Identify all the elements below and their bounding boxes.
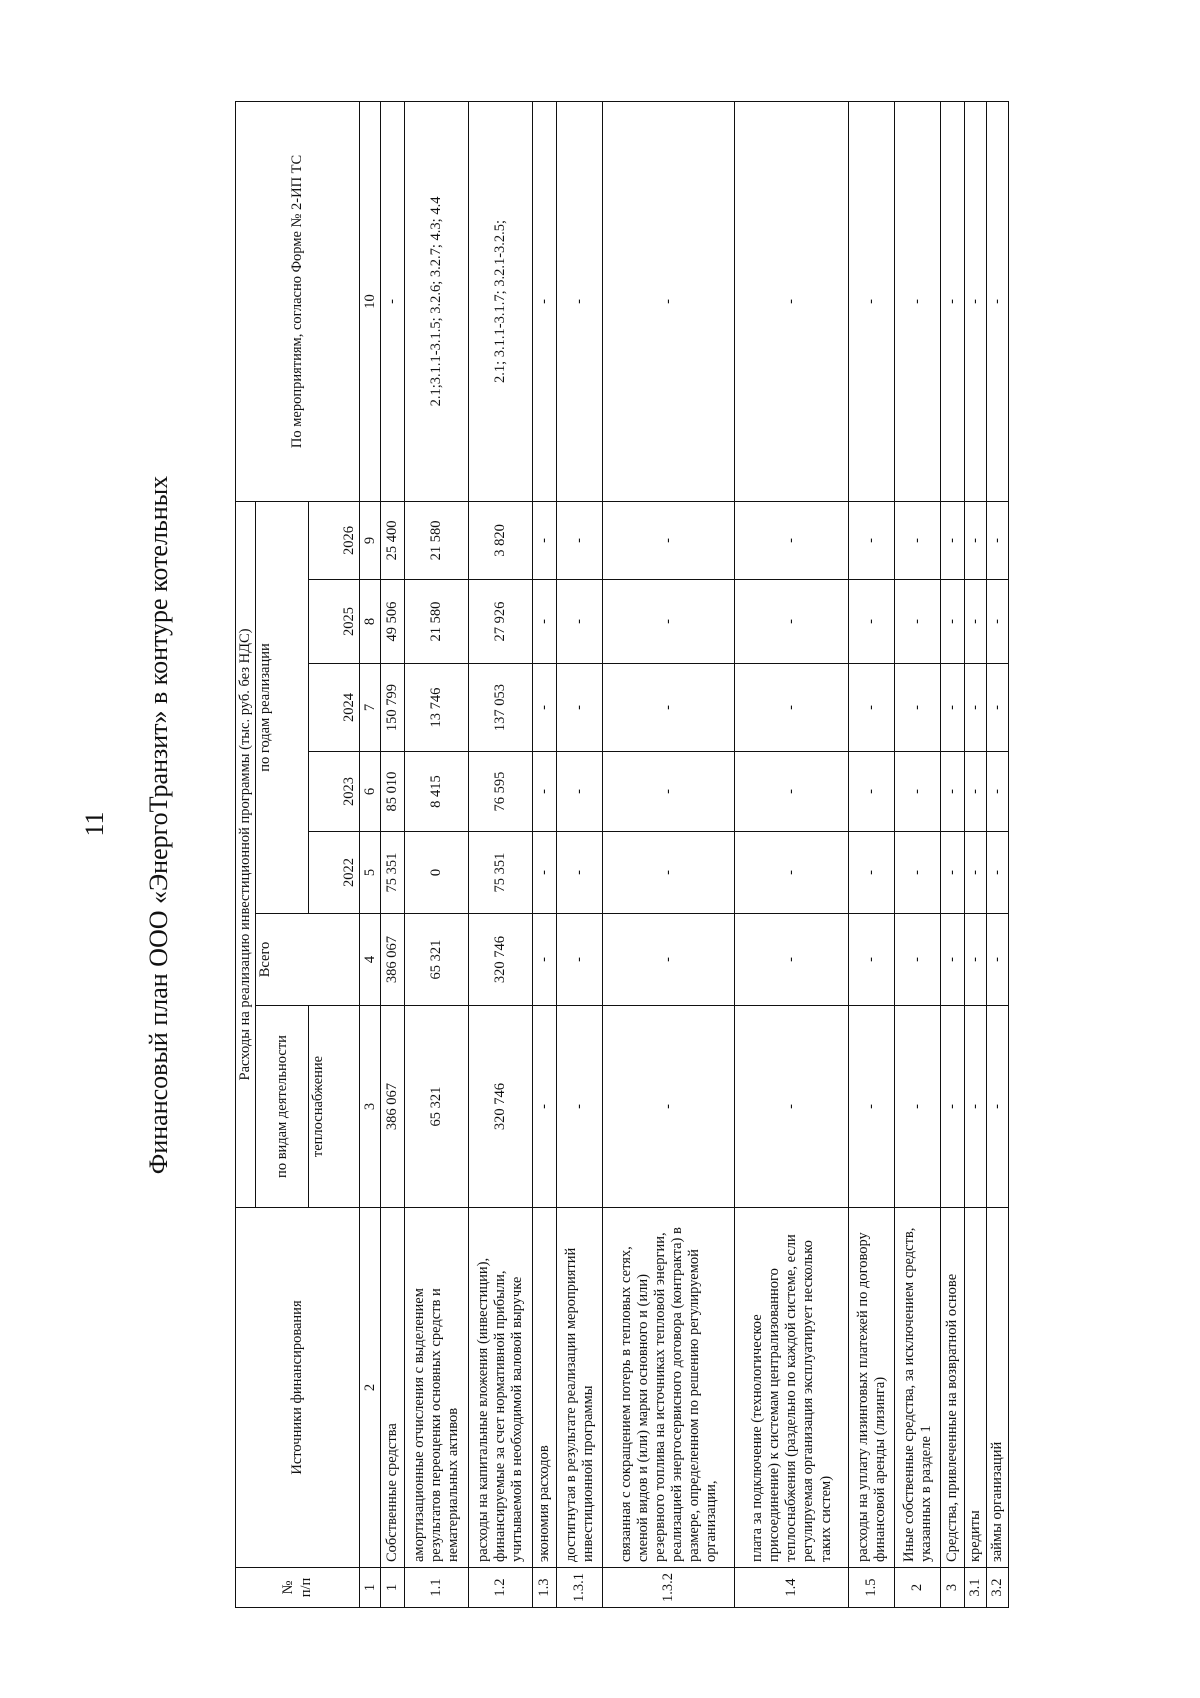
row-number: 1.2 xyxy=(469,1568,533,1608)
row-heat-value: - xyxy=(735,1006,849,1208)
row-2026-value: - xyxy=(735,501,849,579)
row-number: 1.3.2 xyxy=(603,1568,735,1608)
row-heat-value: - xyxy=(941,1006,965,1208)
row-2023-value: - xyxy=(941,752,965,832)
row-2026-value: - xyxy=(965,501,987,579)
row-2023-value: - xyxy=(965,752,987,832)
header-year-2022: 2022 xyxy=(309,832,360,914)
row-source-name: достигнутая в результате реализации мероприятий инвестиционной программы xyxy=(557,1208,603,1568)
row-2023-value: 85 010 xyxy=(381,752,405,832)
row-heat-value: 320 746 xyxy=(469,1006,533,1208)
row-total-value: - xyxy=(603,914,735,1006)
row-source-name: расходы на уплату лизинговых платежей по договору финансовой аренды (лизинга) xyxy=(849,1208,895,1568)
row-total-value: - xyxy=(965,914,987,1006)
rotated-page-content xyxy=(136,88,1091,1612)
row-2023-value: - xyxy=(603,752,735,832)
row-measures: - xyxy=(987,101,1009,501)
row-2022-value: - xyxy=(987,832,1009,914)
row-2024-value: - xyxy=(533,664,557,752)
row-2022-value: - xyxy=(849,832,895,914)
col-number: 7 xyxy=(360,664,381,752)
row-2025-value: - xyxy=(557,580,603,664)
row-2022-value: 75 351 xyxy=(381,832,405,914)
row-measures: 2.1; 3.1.1-3.1.7; 3.2.1-3.2.5; xyxy=(469,101,533,501)
row-heat-value: - xyxy=(965,1006,987,1208)
col-number: 10 xyxy=(360,101,381,501)
row-source-name: Иные собственные средства, за исключением средств, указанных в разделе 1 xyxy=(895,1208,941,1568)
financial-plan-table xyxy=(235,101,1009,1608)
row-number: 1.4 xyxy=(735,1568,849,1608)
column-number-row xyxy=(360,101,381,1607)
row-total-value: - xyxy=(849,914,895,1006)
row-measures: - xyxy=(965,101,987,501)
header-year-2025: 2025 xyxy=(309,580,360,664)
page-number: 11 xyxy=(80,811,109,837)
row-2024-value: - xyxy=(849,664,895,752)
row-number: 1.1 xyxy=(405,1568,469,1608)
row-source-name: кредиты xyxy=(965,1208,987,1568)
table-row xyxy=(405,101,469,1607)
row-2026-value: - xyxy=(603,501,735,579)
row-number: 1 xyxy=(381,1568,405,1608)
row-2026-value: 25 400 xyxy=(381,501,405,579)
row-measures: - xyxy=(735,101,849,501)
row-2024-value: 150 799 xyxy=(381,664,405,752)
row-2025-value: - xyxy=(533,580,557,664)
row-number: 3.2 xyxy=(987,1568,1009,1608)
row-2026-value: - xyxy=(533,501,557,579)
row-number: 1.5 xyxy=(849,1568,895,1608)
col-number: 5 xyxy=(360,832,381,914)
table-row xyxy=(941,101,965,1607)
row-number: 3.1 xyxy=(965,1568,987,1608)
row-total-value: - xyxy=(987,914,1009,1006)
row-measures: - xyxy=(941,101,965,501)
row-heat-value: - xyxy=(557,1006,603,1208)
row-number: 2 xyxy=(895,1568,941,1608)
row-2022-value: - xyxy=(533,832,557,914)
row-2023-value: - xyxy=(895,752,941,832)
page-title: Финансовый план ООО «ЭнергоТранзит» в контуре котельных xyxy=(144,475,173,1175)
row-2024-value: 137 053 xyxy=(469,664,533,752)
col-number: 2 xyxy=(360,1208,381,1568)
row-2022-value: - xyxy=(557,832,603,914)
row-measures: - xyxy=(849,101,895,501)
row-2025-value: - xyxy=(987,580,1009,664)
row-total-value: - xyxy=(533,914,557,1006)
row-2024-value: - xyxy=(987,664,1009,752)
header-year-2026: 2026 xyxy=(309,501,360,579)
row-2024-value: - xyxy=(941,664,965,752)
table-container xyxy=(235,102,1009,1608)
row-2024-value: - xyxy=(557,664,603,752)
row-number: 1.3 xyxy=(533,1568,557,1608)
row-2024-value: - xyxy=(965,664,987,752)
table-row xyxy=(603,101,735,1607)
table-row xyxy=(849,101,895,1607)
row-source-name: экономия расходов xyxy=(533,1208,557,1568)
row-measures: - xyxy=(533,101,557,501)
col-number: 9 xyxy=(360,501,381,579)
row-total-value: - xyxy=(895,914,941,1006)
row-2025-value: - xyxy=(603,580,735,664)
table-body xyxy=(381,101,1009,1607)
row-2023-value: - xyxy=(849,752,895,832)
row-heat-value: - xyxy=(603,1006,735,1208)
row-heat-value: 386 067 xyxy=(381,1006,405,1208)
col-number: 6 xyxy=(360,752,381,832)
row-2022-value: - xyxy=(735,832,849,914)
row-source-name: Средства, привлеченные на возвратной основе xyxy=(941,1208,965,1568)
row-2026-value: - xyxy=(895,501,941,579)
row-2025-value: - xyxy=(735,580,849,664)
row-2026-value: - xyxy=(849,501,895,579)
row-source-name: расходы на капитальные вложения (инвестиции), финансируемые за счет нормативной прибыли, учитываемой в необходимой валовой выручке xyxy=(469,1208,533,1568)
row-2026-value: - xyxy=(987,501,1009,579)
row-2025-value: - xyxy=(941,580,965,664)
row-heat-value: 65 321 xyxy=(405,1006,469,1208)
table-row xyxy=(895,101,941,1607)
table-row xyxy=(533,101,557,1607)
row-heat-value: - xyxy=(533,1006,557,1208)
row-2023-value: 8 415 xyxy=(405,752,469,832)
col-number: 4 xyxy=(360,914,381,1006)
table-row xyxy=(987,101,1009,1607)
row-number: 1.3.1 xyxy=(557,1568,603,1608)
row-2022-value: - xyxy=(895,832,941,914)
header-expenses: Расходы на реализацию инвестиционной программы (тыс. руб. без НДС) xyxy=(236,501,256,1207)
row-measures: - xyxy=(381,101,405,501)
row-2025-value: - xyxy=(965,580,987,664)
header-measures: По мероприятиям, согласно Форме № 2-ИП ТС xyxy=(236,101,360,501)
row-2024-value: - xyxy=(735,664,849,752)
col-number: 8 xyxy=(360,580,381,664)
row-2024-value: - xyxy=(895,664,941,752)
header-by-activity: по видам деятельности xyxy=(256,1006,309,1208)
row-2023-value: 76 595 xyxy=(469,752,533,832)
row-2025-value: - xyxy=(849,580,895,664)
row-total-value: - xyxy=(735,914,849,1006)
table-row xyxy=(557,101,603,1607)
header-by-year: по годам реализации xyxy=(256,501,309,913)
row-2022-value: 0 xyxy=(405,832,469,914)
header-num: № п/п xyxy=(236,1568,360,1608)
row-2026-value: 3 820 xyxy=(469,501,533,579)
row-total-value: 386 067 xyxy=(381,914,405,1006)
row-source-name: займы организаций xyxy=(987,1208,1009,1568)
row-2024-value: - xyxy=(603,664,735,752)
row-2025-value: - xyxy=(895,580,941,664)
row-measures: - xyxy=(895,101,941,501)
row-total-value: 65 321 xyxy=(405,914,469,1006)
row-2025-value: 49 506 xyxy=(381,580,405,664)
row-source-name: Собственные средства xyxy=(381,1208,405,1568)
table-row xyxy=(469,101,533,1607)
col-number: 3 xyxy=(360,1006,381,1208)
table-row xyxy=(735,101,849,1607)
row-2022-value: - xyxy=(603,832,735,914)
row-2023-value: - xyxy=(533,752,557,832)
row-source-name: связанная с сокращением потерь в тепловых сетях, сменой видов и (или) марки основного и (или) резервного топлива на источниках тепловой энергии, реализацией энергосервисного договора (контракта) в размере, определенном по решению регулируемой организации, xyxy=(603,1208,735,1568)
row-heat-value: - xyxy=(895,1006,941,1208)
row-2024-value: 13 746 xyxy=(405,664,469,752)
row-2023-value: - xyxy=(557,752,603,832)
row-2022-value: - xyxy=(941,832,965,914)
row-total-value: 320 746 xyxy=(469,914,533,1006)
header-heat: теплоснабжение xyxy=(309,1006,360,1208)
row-2025-value: 27 926 xyxy=(469,580,533,664)
row-2022-value: 75 351 xyxy=(469,832,533,914)
row-2026-value: - xyxy=(557,501,603,579)
row-2023-value: - xyxy=(735,752,849,832)
row-2025-value: 21 580 xyxy=(405,580,469,664)
row-2023-value: - xyxy=(987,752,1009,832)
row-2022-value: - xyxy=(965,832,987,914)
row-2026-value: 21 580 xyxy=(405,501,469,579)
row-total-value: - xyxy=(941,914,965,1006)
header-source: Источники финансирования xyxy=(236,1208,360,1568)
row-measures: - xyxy=(557,101,603,501)
row-heat-value: - xyxy=(987,1006,1009,1208)
header-year-2023: 2023 xyxy=(309,752,360,832)
row-number: 3 xyxy=(941,1568,965,1608)
col-number: 1 xyxy=(360,1568,381,1608)
table-row xyxy=(381,101,405,1607)
row-source-name: плата за подключение (технологическое присоединение) к системам централизованного теплоснабжения (раздельно по каждой системе, если регулируемая организация эксплуатирует несколько таких систем) xyxy=(735,1208,849,1568)
row-measures: - xyxy=(603,101,735,501)
row-source-name: амортизационные отчисления с выделением результатов переоценки основных средств и нематериальных активов xyxy=(405,1208,469,1568)
header-year-2024: 2024 xyxy=(309,664,360,752)
row-2026-value: - xyxy=(941,501,965,579)
row-total-value: - xyxy=(557,914,603,1006)
table-row xyxy=(965,101,987,1607)
row-measures: 2.1;3.1.1-3.1.5; 3.2.6; 3.2.7; 4.3; 4.4 xyxy=(405,101,469,501)
header-total: Всего xyxy=(256,914,360,1006)
row-heat-value: - xyxy=(849,1006,895,1208)
